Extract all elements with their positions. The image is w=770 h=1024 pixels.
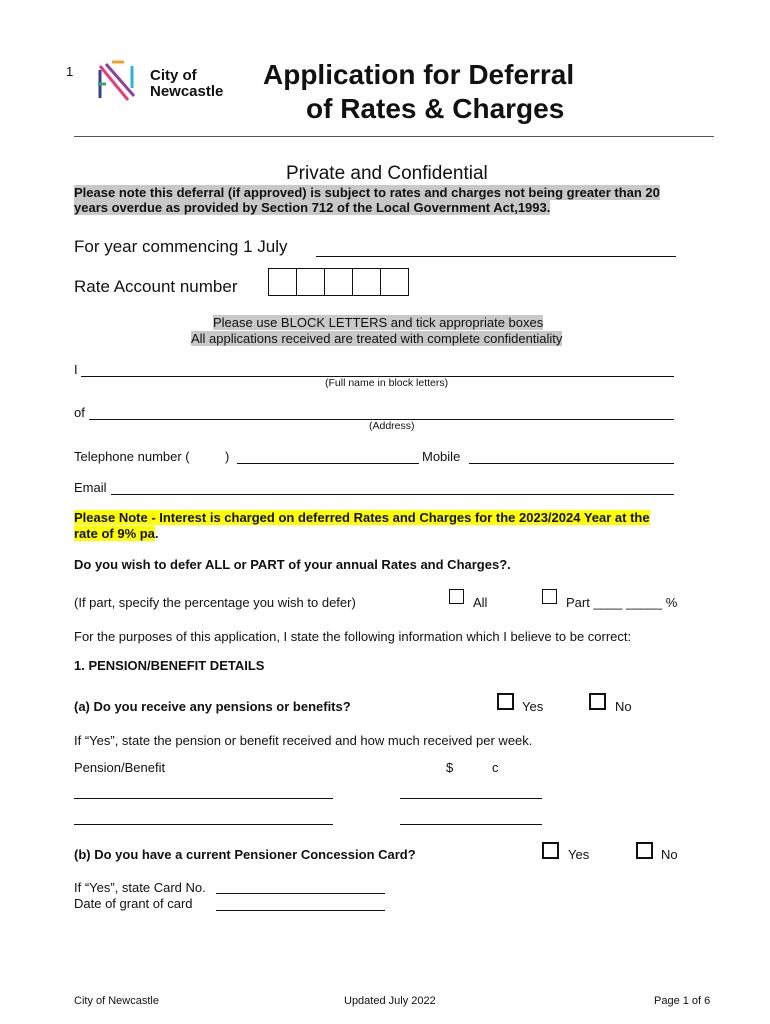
header-divider xyxy=(74,136,714,137)
year-field[interactable] xyxy=(316,256,676,257)
telephone-close-paren: ) xyxy=(225,449,230,464)
email-label: Email xyxy=(74,480,107,495)
rate-account-cell[interactable] xyxy=(269,269,297,295)
footer-right: Page 1 of 6 xyxy=(654,995,711,1007)
card-no-checkbox[interactable] xyxy=(636,842,653,859)
rate-account-cell[interactable] xyxy=(353,269,381,295)
dollar-label: $ xyxy=(446,760,454,775)
interest-note-line2: rate of 9% pa. xyxy=(74,526,159,541)
card-no-label: No xyxy=(661,847,678,862)
purposes-text: For the purposes of this application, I state the following information which I believe to be correct: xyxy=(74,629,632,644)
mobile-field[interactable] xyxy=(469,463,674,464)
rate-account-cell[interactable] xyxy=(297,269,325,295)
pension-yes-label: Yes xyxy=(522,699,544,714)
footer-center: Updated July 2022 xyxy=(344,995,436,1007)
year-label: For year commencing 1 July xyxy=(74,237,288,256)
page-title-line1: Application for Deferral xyxy=(263,59,575,90)
rate-account-label: Rate Account number xyxy=(74,277,238,296)
rate-account-number-input[interactable] xyxy=(268,268,409,296)
grant-date-label: Date of grant of card xyxy=(74,896,193,911)
logo-text-line2: Newcastle xyxy=(150,83,224,100)
notice-line1: Please note this deferral (if approved) is subject to rates and charges not being greater than 20 xyxy=(74,185,660,200)
of-label: of xyxy=(74,405,85,420)
section1-heading: 1. PENSION/BENEFIT DETAILS xyxy=(74,658,265,673)
footer-left: City of Newcastle xyxy=(74,995,159,1007)
rate-account-cell[interactable] xyxy=(381,269,409,295)
all-checkbox[interactable] xyxy=(449,589,464,604)
cents-label: c xyxy=(492,760,499,775)
telephone-label: Telephone number ( xyxy=(74,449,190,464)
logo-text-line1: City of xyxy=(150,67,197,84)
mobile-label: Mobile xyxy=(422,449,461,464)
city-of-newcastle-logo-icon xyxy=(96,60,140,104)
part-option-label: Part ____ _____ % xyxy=(566,595,678,610)
instructions-line1: Please use BLOCK LETTERS and tick appropriate boxes xyxy=(213,315,544,330)
subtitle: Private and Confidential xyxy=(286,163,488,184)
address-hint: (Address) xyxy=(369,420,415,432)
full-name-hint: (Full name in block letters) xyxy=(325,377,449,389)
if-yes-text: If “Yes”, state the pension or benefit received and how much received per week. xyxy=(74,733,533,748)
pension-amount-field-1[interactable] xyxy=(400,798,542,799)
interest-note-line1: Please Note - Interest is charged on deferred Rates and Charges for the 2023/2024 Year at the xyxy=(74,510,650,525)
pension-benefit-label: Pension/Benefit xyxy=(74,760,166,775)
instructions-line2: All applications received are treated with complete confidentiality xyxy=(191,331,563,346)
part-hint: (If part, specify the percentage you wish to defer) xyxy=(74,595,356,610)
telephone-field[interactable] xyxy=(237,463,419,464)
card-number-label: If “Yes”, state Card No. xyxy=(74,880,206,895)
i-label: I xyxy=(74,362,78,377)
grant-date-field[interactable] xyxy=(216,910,385,911)
card-yes-label: Yes xyxy=(568,847,590,862)
pension-amount-field-2[interactable] xyxy=(400,824,542,825)
page-title-line2: of Rates & Charges xyxy=(306,93,565,124)
pension-benefit-field-1[interactable] xyxy=(74,798,333,799)
pension-benefit-field-2[interactable] xyxy=(74,824,333,825)
card-yes-checkbox[interactable] xyxy=(542,842,559,859)
rate-account-cell[interactable] xyxy=(325,269,353,295)
page-marker: 1 xyxy=(66,64,74,79)
card-number-field[interactable] xyxy=(216,893,385,894)
question-a: (a) Do you receive any pensions or benefits? xyxy=(74,699,351,714)
email-field[interactable] xyxy=(111,494,674,495)
question-b: (b) Do you have a current Pensioner Concession Card? xyxy=(74,847,416,862)
part-checkbox[interactable] xyxy=(542,589,557,604)
all-option-label: All xyxy=(473,595,488,610)
pension-no-label: No xyxy=(615,699,632,714)
pension-yes-checkbox[interactable] xyxy=(497,693,514,710)
pension-no-checkbox[interactable] xyxy=(589,693,606,710)
defer-question: Do you wish to defer ALL or PART of your annual Rates and Charges?. xyxy=(74,557,511,572)
notice-line2: years overdue as provided by Section 712 of the Local Government Act,1993. xyxy=(74,200,551,215)
